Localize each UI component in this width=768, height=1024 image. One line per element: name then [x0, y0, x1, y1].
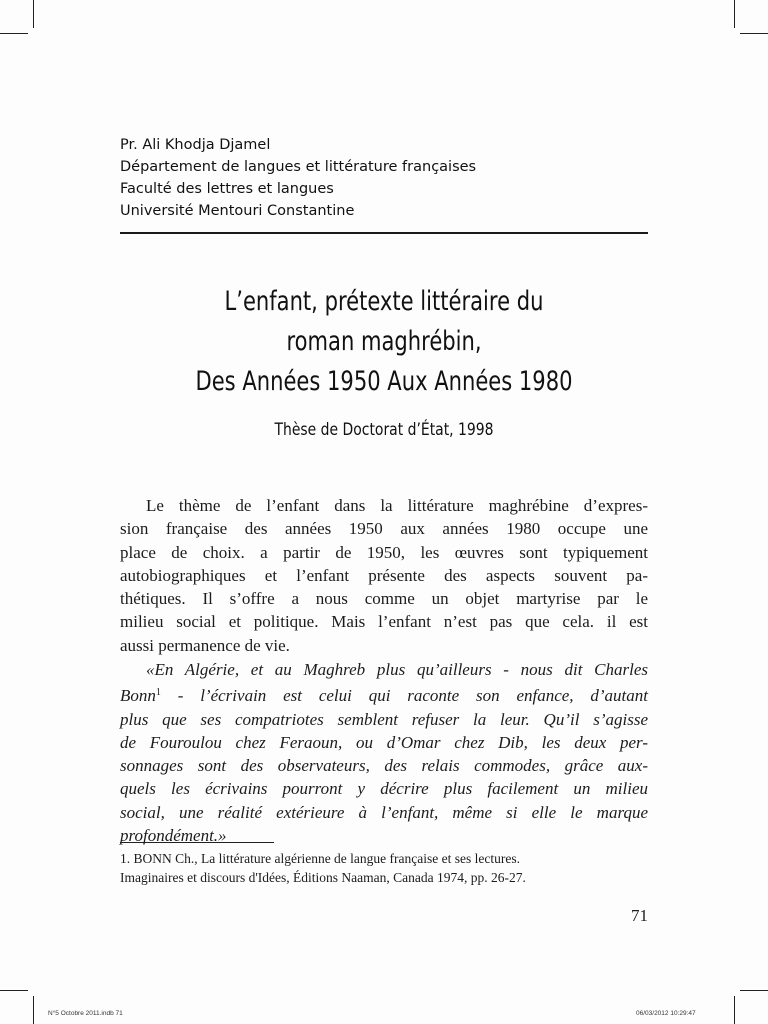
quote-line: «En Algérie, et au Maghreb plus qu’ailleurs - nous dit Charles	[146, 660, 648, 679]
quote-text: Bonn	[120, 686, 156, 706]
block-quote	[120, 658, 648, 847]
title-line-1: L’enfant, prétexte littéraire du	[224, 286, 544, 317]
author-university: Université Mentouri Constantine	[120, 203, 355, 219]
body-line: milieu social et politique. Mais l’enfant n’est pas que cela. il est	[120, 612, 648, 632]
body-line: place de choix. a partir de 1950, les œuvres sont typiquement	[120, 542, 648, 562]
footnote-line: 1. BONN Ch., La littérature algérienne de langue française et ses lectures.	[120, 851, 520, 866]
print-slug-right: 06/03/2012 10:29:47	[636, 1010, 696, 1017]
quote-line: de Fouroulou chez Feraoun, ou d’Omar chez Dib, les deux per-	[120, 732, 648, 752]
quote-line: sonnages sont des observateurs, des relais commodes, grâce aux-	[120, 756, 648, 776]
crop-mark-top-left	[33, 0, 34, 28]
quote-line: quels les écrivains pourront y décrire plus facilement un milieu	[120, 779, 648, 799]
author-name: Pr. Ali Khodja Djamel	[120, 137, 271, 153]
footnote-line: Imaginaires et discours d'Idées, Éditions Naaman, Canada 1974, pp. 26-27.	[120, 870, 526, 885]
body-line: aussi permanence de vie.	[120, 635, 290, 655]
footnote	[120, 849, 648, 887]
crop-mark-bottom-left-h	[0, 990, 28, 991]
crop-mark-bottom-right	[734, 996, 735, 1024]
article-title	[178, 282, 590, 402]
title-line-3: Des Années 1950 Aux Années 1980	[195, 366, 573, 397]
body-line: autobiographiques et l’enfant présente des aspects souvent pa-	[120, 565, 648, 585]
author-block	[120, 134, 648, 222]
article-subtitle: Thèse de Doctorat d’État, 1998	[274, 420, 494, 440]
footnote-divider	[120, 842, 274, 843]
body-line: Le thème de l’enfant dans la littérature maghrébine d’expres-	[146, 496, 648, 515]
crop-mark-top-left-h	[0, 33, 28, 34]
body-line: thétiques. Il s’offre a nous comme un objet martyrise par le	[120, 589, 648, 609]
footnote-reference: 1	[155, 687, 161, 699]
crop-mark-bottom-left	[33, 996, 34, 1024]
quote-line: social, une réalité extérieure à l’enfant, même si elle le marque	[120, 802, 648, 822]
crop-mark-top-right-h	[740, 33, 768, 34]
page-number: 71	[631, 906, 648, 925]
body-paragraph	[120, 494, 648, 657]
quote-line: plus que ses compatriotes semblent refuser la leur. Qu’il s’agisse	[120, 709, 648, 729]
crop-mark-top-right	[734, 0, 735, 28]
quote-line	[120, 681, 648, 707]
author-faculty: Faculté des lettres et langues	[120, 181, 334, 197]
quote-text: - l’écrivain est celui qui raconte son enfance, d’autant	[160, 686, 648, 706]
body-line: sion française des années 1950 aux années 1980 occupe une	[120, 519, 648, 539]
author-department: Département de langues et littérature françaises	[120, 159, 477, 175]
quote-line: profondément.»	[120, 826, 227, 846]
header-divider	[120, 232, 648, 234]
crop-mark-bottom-right-h	[740, 990, 768, 991]
title-line-2: roman maghrébin,	[286, 326, 482, 357]
print-slug-left: N°5 Octobre 2011.indb 71	[48, 1010, 123, 1017]
